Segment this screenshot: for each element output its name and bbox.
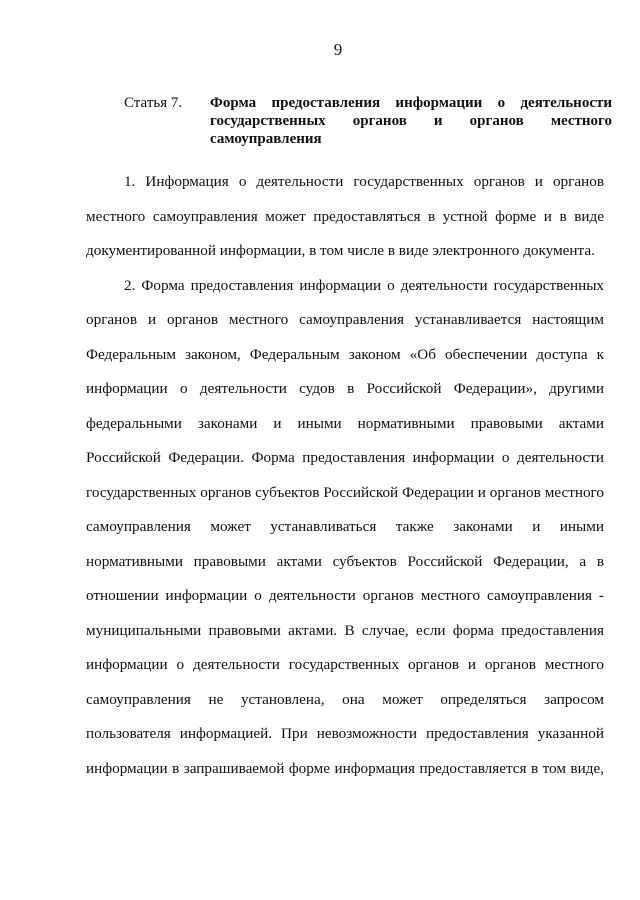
paragraph-2-line: пользователя информацией. При невозможности предоставления указанной xyxy=(86,725,604,742)
paragraph-2-line: нормативными правовыми актами субъектов Российской Федерации, а в xyxy=(86,552,604,570)
paragraph-2-line: информации о деятельности государственных органов и органов местного xyxy=(86,656,604,673)
article-heading xyxy=(124,94,612,148)
paragraph-2-line: Российской Федерации. Форма предоставления информации о деятельности xyxy=(86,449,604,466)
paragraph-2-line: 2. Форма предоставления информации о деятельности государственных xyxy=(124,276,604,294)
article-title: Форма предоставления информации о деятельности государственных органов и органов местного самоуправления xyxy=(210,95,612,147)
page-number: 9 xyxy=(333,40,343,59)
paragraph-2-line: отношении информации о деятельности органов местного самоуправления - xyxy=(86,587,604,604)
paragraph-2-line: Федеральным законом, Федеральным законом «Об обеспечении доступа к xyxy=(86,345,604,363)
paragraph-2-line: информации о деятельности судов в Российской Федерации», другими xyxy=(86,380,604,397)
paragraph-2-line: самоуправления может устанавливаться также законами и иными xyxy=(86,518,604,535)
paragraph-2-line: самоуправления не установлена, она может определяться запросом xyxy=(86,690,604,708)
paragraph-2-line: федеральными законами и иными нормативными правовыми актами xyxy=(86,414,604,432)
paragraph-1-line: местного самоуправления может предоставляться в устной форме и в виде xyxy=(86,207,604,225)
paragraph-2-line: информации в запрашиваемой форме информация предоставляется в том виде, xyxy=(86,759,604,777)
article-body xyxy=(86,170,604,791)
paragraph-1-line: 1. Информация о деятельности государственных органов и органов xyxy=(124,173,604,190)
paragraph-2-line: органов и органов местного самоуправления устанавливается настоящим xyxy=(86,311,604,328)
article-label: Статья 7. xyxy=(124,95,183,111)
paragraph-2-line: государственных органов субъектов Российской Федерации и органов местного xyxy=(86,483,604,501)
paragraph-1-line: документированной информации, в том числе в виде электронного документа. xyxy=(86,242,595,259)
paragraph-2-line: муниципальными правовыми актами. В случае, если форма предоставления xyxy=(86,621,604,639)
